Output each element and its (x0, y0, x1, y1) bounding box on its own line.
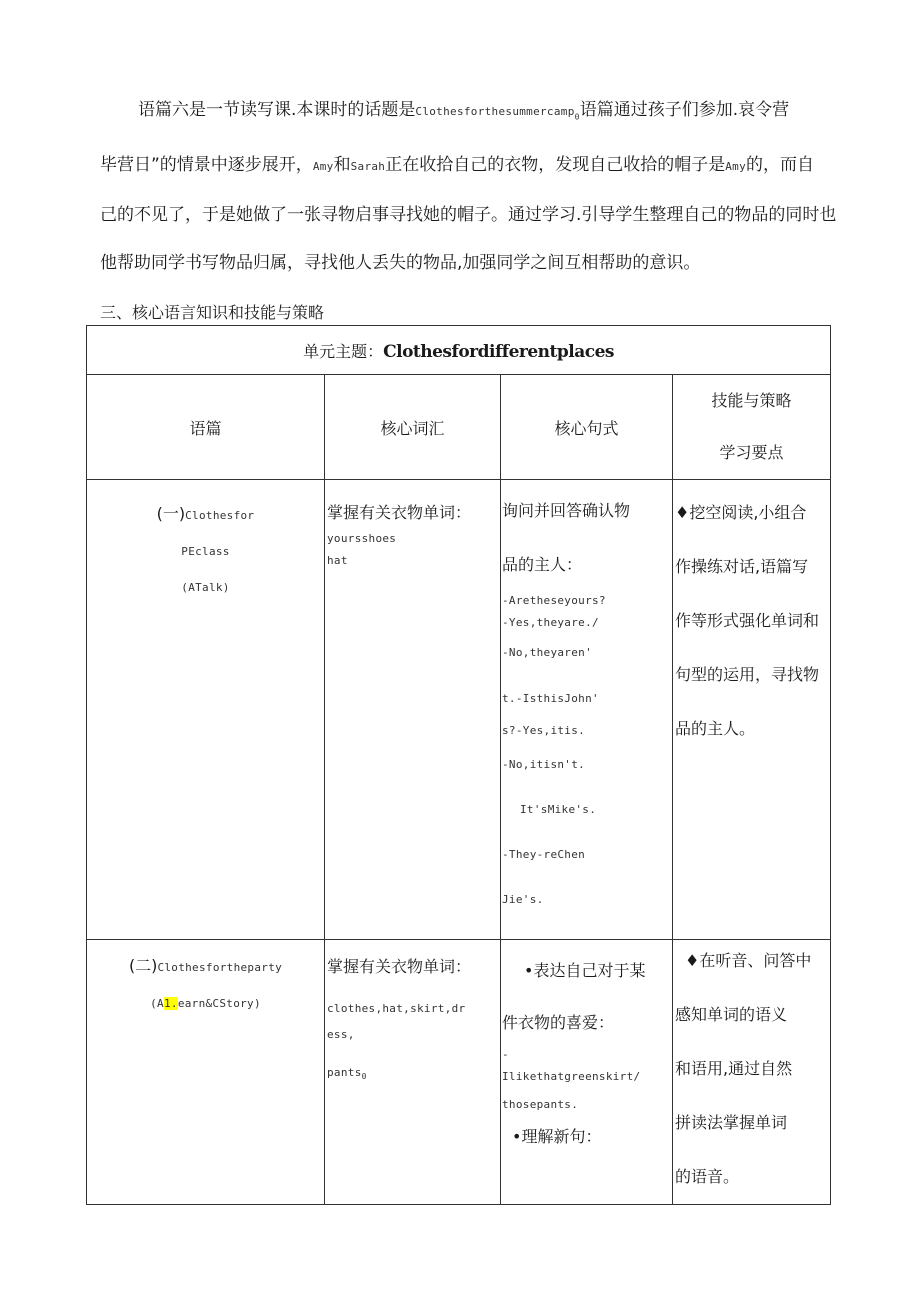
table-row (87, 480, 831, 940)
section-heading: 三、核心语言知识和技能与策略 (100, 303, 325, 322)
row1-skill-cell: ♦挖空阅读,小组合 作操练对话,语篇写 作等形式强化单词和 句型的运用，寻找物 品的主人。 (673, 480, 831, 940)
header-sentence: 核心句式 (501, 375, 673, 480)
header-vocab: 核心词汇 (325, 375, 501, 480)
intro-line-3: 己的不见了，于是她做了一张寻物启事寻找她的帽子。通过学习.引导学生整理自己的物品的同时也 (100, 205, 837, 226)
row1-sentence-cell: 询问并回答确认物 品的主人： -Aretheseyours? -Yes,theyare./ -No,theyaren' t.-IsthisJohn' s?-Yes,itis. -No,itisn't. It'sMike's. -They-reChen Jie's. (501, 480, 673, 940)
intro-line-2: 毕营日”的情景中逐步展开，Amy和Sarah正在收拾自己的衣物，发现自己收拾的帽子是Amy的，而自 (100, 155, 814, 176)
intro-line-1: 语篇六是一节读写课.本课时的话题是Clothesforthesummercamp$_0$语篇通过孩子们参加.哀令营 (138, 100, 790, 122)
unit-theme-cell (87, 326, 831, 375)
table-row (87, 940, 831, 1205)
row1-vocab-cell: 掌握有关衣物单词： yoursshoes hat (325, 480, 501, 940)
intro-line-4: 他帮助同学书写物品归属，寻找他人丢失的物品,加强同学之间互相帮助的意识。 (100, 253, 701, 274)
core-language-table (86, 325, 831, 1205)
row1-text-cell: (一)Clothesfor PEclass (ATalk) (87, 480, 325, 940)
highlighted-text: 1. (163, 997, 178, 1010)
intro-paragraph (100, 86, 840, 287)
row2-sentence-cell: •表达自己对于某 件衣物的喜爱： - Ilikethatgreenskirt/ thosepants. •理解新句： (501, 940, 673, 1205)
unit-theme-title: Clothesfordifferentplaces (383, 341, 614, 362)
row2-text-cell: (二)Clothesfortheparty (A1.earn&CStory) (87, 940, 325, 1205)
row2-vocab-cell: 掌握有关衣物单词： clothes,hat,skirt,dr ess, pants$_0$ (325, 940, 501, 1205)
unit-theme-label: 单元主题： (303, 341, 384, 361)
header-text: 语篇 (87, 375, 325, 480)
row2-skill-cell: ♦在听音、问答中 感知单词的语义 和语用,通过自然 拼读法掌握单词 的语音。 (673, 940, 831, 1205)
header-skill: 技能与策略 学习要点 (673, 375, 831, 480)
